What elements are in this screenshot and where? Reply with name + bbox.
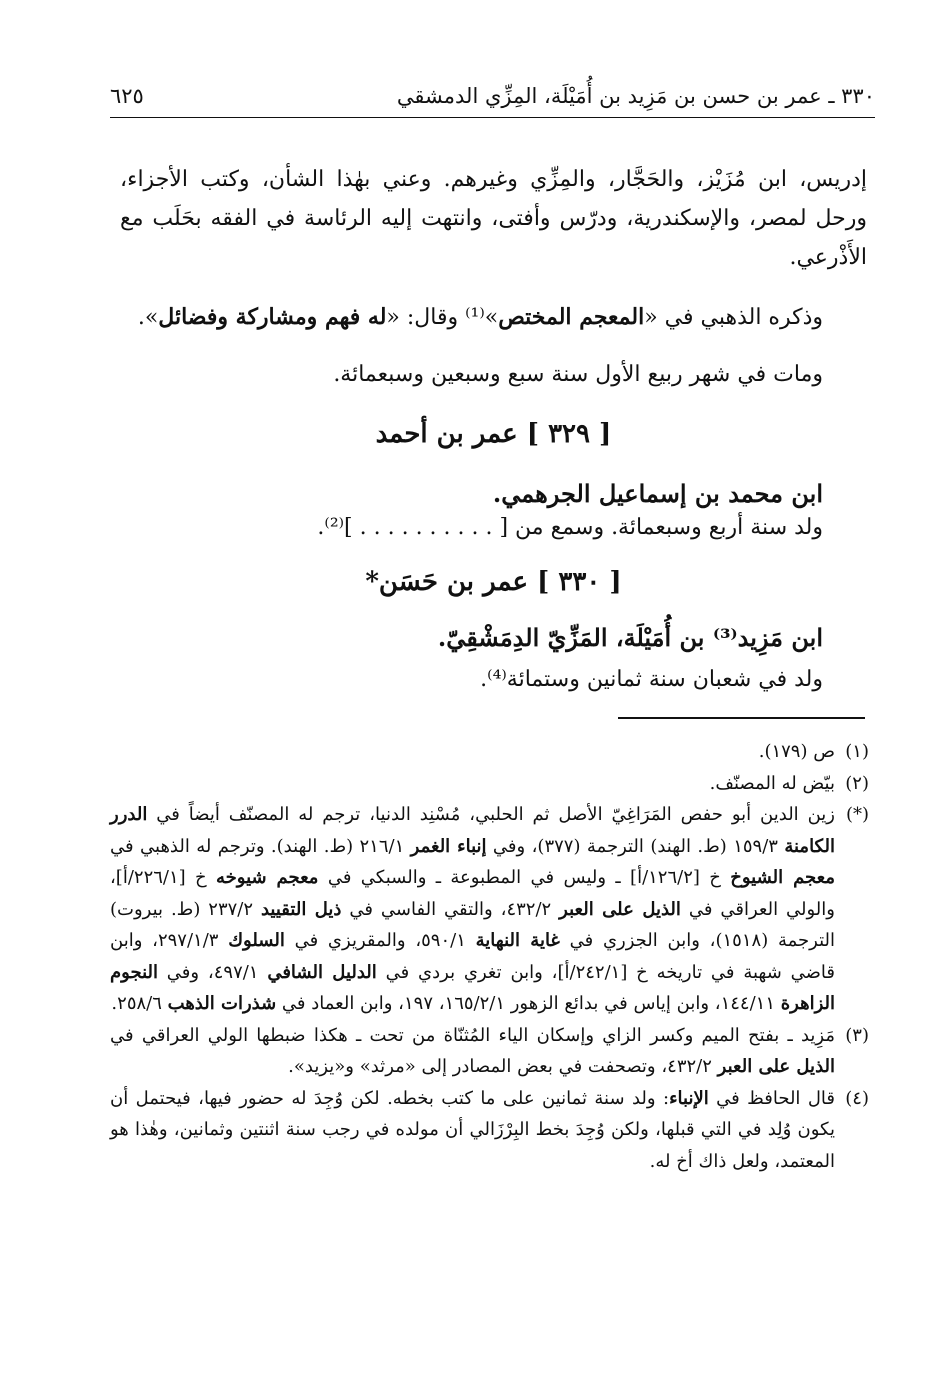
footnote-text: ص (١٧٩). bbox=[758, 741, 835, 762]
fn-segment: خ [٢٢٦/١/أ]، والولي العراقي في bbox=[110, 867, 835, 920]
entry-330-name-line: ابن مَزِيد⁽³⁾ بن أُمَيْلَة، المَزِّيّ الدِمَشْقِيّ. bbox=[437, 623, 823, 652]
fn-segment: ٥٩٠/١، والمقريزي في bbox=[284, 930, 476, 951]
body-paragraph-3: ومات في شهر ربيع الأول سنة سبع وسبعين وسبعمائة. bbox=[333, 362, 823, 387]
footnote-number: (١) bbox=[845, 741, 869, 762]
para2-text: ». bbox=[137, 305, 159, 330]
source-title: النجوم الزاهرة bbox=[110, 961, 835, 1014]
running-header bbox=[110, 78, 875, 118]
source-title: شذرات الذهب bbox=[167, 993, 277, 1014]
entry-330-title: [ ٣٣٠ ] عمر بن حَسَن* bbox=[365, 567, 622, 597]
fn-segment: خ [١٢٦/٢/أ] ـ وليس في المطبوعة ـ والسبكي في bbox=[318, 867, 731, 888]
header-title: ٣٣٠ ـ عمر بن حسن بن مَزِيد بن أُمَيْلَة، المِزِّي الدمشقي bbox=[396, 83, 875, 108]
body-paragraph-2 bbox=[120, 298, 867, 337]
source-title: الدرر الكامنة bbox=[110, 804, 835, 857]
quote-text: له فهم ومشاركة وفضائل bbox=[158, 304, 387, 330]
source-title: غاية النهاية bbox=[475, 930, 560, 951]
footnote-text: بيّض له المصنّف. bbox=[709, 772, 835, 794]
footnote-text bbox=[110, 799, 835, 1020]
source-title: معجم الشيوخ bbox=[730, 867, 835, 888]
page-number: ٦٢٥ bbox=[110, 83, 144, 108]
entry-330-note-line: ولد في شعبان سنة ثمانين وستمائة⁽⁴⁾. bbox=[480, 667, 823, 692]
source-title: الذيل على العبر bbox=[559, 898, 681, 920]
book-title-mujam: المعجم المختص bbox=[498, 304, 645, 330]
footnote-number: (*) bbox=[845, 804, 869, 825]
footnotes bbox=[110, 736, 869, 1177]
source-title: الدليل الشافي bbox=[267, 961, 377, 983]
footnote-1 bbox=[110, 736, 869, 768]
source-title: الذيل على العبر bbox=[717, 1056, 835, 1077]
fn-segment: زين الدين أبو حفص المَرَاغِيّ الأصل ثم الحلبي، مُسْنِد الدنيا، ترجم له المصنّف أيضاً في bbox=[147, 804, 835, 825]
fn-segment: مَزِيد ـ بفتح الميم وكسر الزاي وإسكان الياء المُثنّاة من تحت ـ هكذا ضبطها الولي العراقي في bbox=[110, 1024, 835, 1046]
source-title: السلوك bbox=[228, 930, 285, 951]
fn-segment: قال الحافظ في bbox=[708, 1087, 836, 1109]
source-title: ذيل التقييد bbox=[260, 898, 342, 920]
body-paragraph-1: إدريس، ابن مُزَيْز، والحَجَّار، والمِزِّي وغيرهم. وعني بهٰذا الشأن، وكتب الأجزاء، ورحل لمصر، والإسكندرية، ودرّس وأفتى، وانتهت إليه الرئاسة في الفقه بحَلَب مع الأَذْرعي. bbox=[120, 167, 867, 270]
fn-segment: : ولد سنة ثمانين على ما كتب بخطه. لكن وُجِدَ له حضور فيها، فيحتمل أن يكون وُلِد في التي قبلها، ولكن وُجِدَ بخط البِرْزَالي أن مولده في رجب سنة اثنتين وثمانين، وهٰذا هو المعتمد، ولعل ذاك أخ له. bbox=[110, 1087, 835, 1172]
footnote-text bbox=[110, 1083, 835, 1178]
fn-segment: ١٤٤/١١، وابن إياس في بدائع الزهور ١٦٥/٢/١، ١٩٧، وابن العماد في bbox=[276, 993, 781, 1014]
entry-329-note-line: ولد سنة أربع وسبعمائة. وسمع من [ . . . . . . . . . . ]⁽²⁾. bbox=[317, 515, 823, 540]
fn-segment: ١٥٩/٣ (ط. الهند) الترجمة (٣٧٧)، وفي bbox=[486, 835, 785, 857]
para2-text: وذكره الذهبي في « bbox=[644, 305, 823, 330]
entry-329-title: [ ٣٢٩ ] عمر بن أحمد bbox=[375, 419, 612, 449]
footnote-text bbox=[110, 1020, 835, 1083]
source-title: إنباء الغمر bbox=[410, 835, 487, 857]
source-title: الإنباء bbox=[669, 1087, 709, 1109]
footnote-number: (٣) bbox=[845, 1024, 869, 1046]
footnote-2 bbox=[110, 768, 869, 800]
footnote-separator bbox=[618, 717, 865, 719]
fn-segment: ٢٥٨/٦. bbox=[111, 993, 168, 1014]
fn-segment: ٢٩٧/١/٣، وابن قاضي شهبة في تاريخه خ [٢٤٢/١/أ]، وابن تغري بردي في bbox=[110, 930, 835, 983]
footnote-3 bbox=[110, 1020, 869, 1083]
fn-segment: ٤٣٢/٢، وتصحفت في بعض المصادر إلى «مرثد» و«يزيد». bbox=[288, 1056, 718, 1077]
fn-segment: ٢١٦/١ (ط. الهند). وترجم له الذهبي في bbox=[110, 835, 411, 857]
para2-text: »⁽¹⁾ وقال: « bbox=[386, 305, 499, 330]
source-title: معجم شيوخه bbox=[216, 867, 319, 888]
fn-segment: ٢٣٧/٢ (ط. بيروت) الترجمة (١٥١٨)، وابن الجزري في bbox=[110, 898, 835, 951]
footnote-4 bbox=[110, 1083, 869, 1178]
footnote-number: (٤) bbox=[845, 1087, 869, 1109]
fn-segment: ٤٣٢/٢، والتقي الفاسي في bbox=[341, 898, 560, 920]
entry-329-name-line: ابن محمد بن إسماعيل الجرهمي. bbox=[492, 479, 823, 508]
footnote-number: (٢) bbox=[845, 772, 869, 794]
footnote-star bbox=[110, 799, 869, 1020]
fn-segment: ٤٩٧/١، وفي bbox=[157, 961, 268, 983]
